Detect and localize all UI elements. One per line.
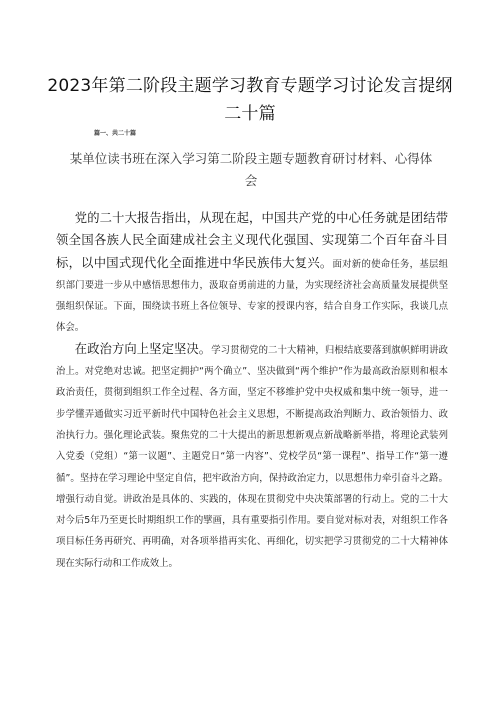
document-title <box>30 72 470 128</box>
article-subtitle-line2: 会 <box>244 173 258 188</box>
body-paragraph-1 <box>56 208 448 339</box>
article-subtitle <box>66 148 436 192</box>
body-paragraph-2 <box>56 339 448 574</box>
section-label: 篇一、共二十篇 <box>94 130 137 137</box>
paragraph-2-lead: 在政治方向上坚定坚决。 <box>74 341 212 356</box>
article-body <box>56 208 448 574</box>
article-subtitle-line1: 某单位读书班在深入学习第二阶段主题专题教育研讨材料、心得体 <box>69 151 433 166</box>
document-title-line1: 2023年第二阶段主题学习教育专题学习讨论发言提纲 <box>47 76 453 96</box>
document-title-line2: 二十篇 <box>224 104 276 124</box>
paragraph-1-text: 面对新的使命任务，基层组织部门要进一步从中感悟思想伟力，汲取奋勇前进的力量，为实现经济社会高质量发展提供坚强组织保证。下面，围绕读书班上各位领导、专家的授课内容，结合自身工作实际，我谈几点体会。 <box>56 258 448 334</box>
paragraph-2-text: 学习贯彻党的二十大精神，归根结底要落到旗帜鲜明讲政治上。对党绝对忠诚。把坚定拥护“两个确立”、坚决做到“两个维护”作为最高政治原则和根本政治责任，贯彻到组织工作全过程、各方面，坚定不移维护党中央权威和集中统一领导，进一步学懂弄通做实习近平新时代中国特色社会主义思想，不断提高政治判断力、政治领悟力、政治执行力。强化理论武装。聚焦党的二十大提出的新思想新观点新战略新举措，将理论武装列入党委（党组）“第一议题”、主题党日“第一内容”、党校学员“第一课程”、指导工作“第一遵循”。坚持在学习理论中坚定自信，把牢政治方向，保持政治定力，以思想伟力牵引奋斗之路。增强行动自觉。讲政治是具体的、实践的，体现在贯彻党中央决策部署的行动上。党的二十大对今后5年乃至更长时期组织工作的擘画，具有重要指引作用。要自觉对标对表，对组织工作各项目标任务再研究、再明确，对各项举措再实化、再细化，切实把学习贯彻党的二十大精神体现在实际行动和工作成效上。 <box>56 344 448 569</box>
paragraph-1-lead: 党的二十大报告指出，从现在起，中国共产党的中心任务就是团结带领全国各族人民全面建成社会主义现代化强国、实现第二个百年奋斗目标，以中国式现代化全面推进中华民族伟大复兴。 <box>56 211 448 270</box>
